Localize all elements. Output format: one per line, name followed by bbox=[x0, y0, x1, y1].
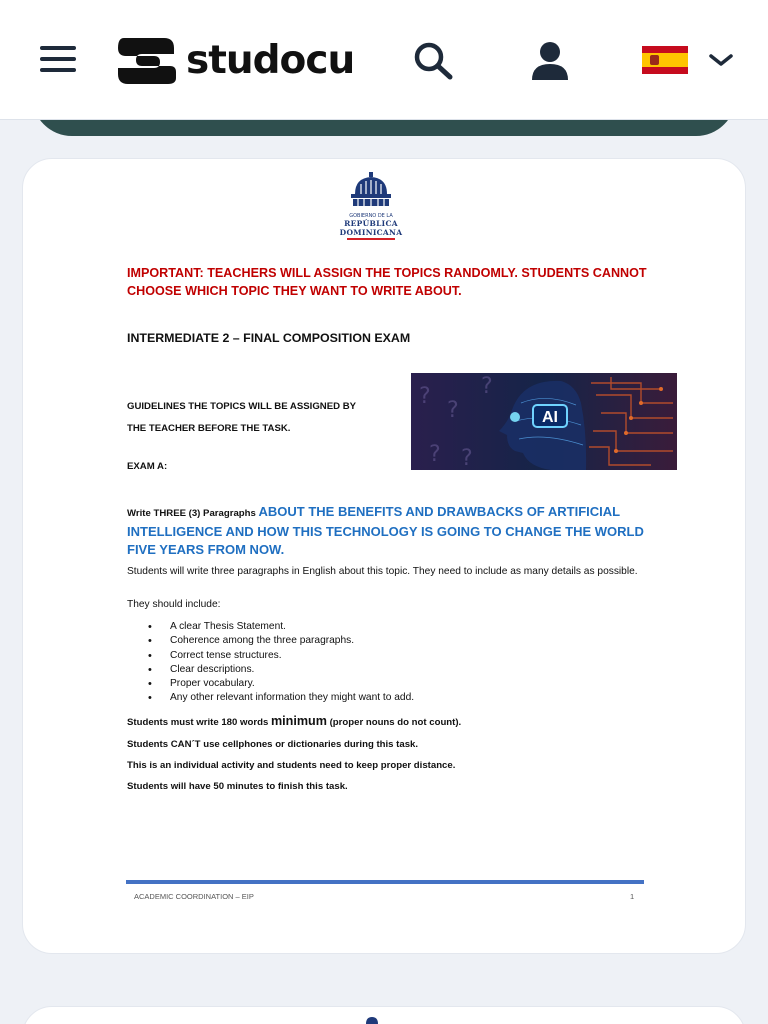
next-document-page bbox=[22, 1006, 746, 1024]
government-logo bbox=[318, 172, 424, 237]
rule-word-count bbox=[127, 714, 667, 728]
capitol-dome-icon bbox=[345, 172, 397, 208]
ai-illustration bbox=[411, 373, 677, 470]
guidelines-line2: THE TEACHER BEFORE THE TASK. bbox=[127, 423, 291, 434]
list-item: • Correct tense structures. bbox=[148, 649, 548, 663]
svg-text:?: ? bbox=[419, 384, 431, 409]
brand-name: studocu bbox=[186, 37, 355, 83]
list-item: • Clear descriptions. bbox=[148, 663, 548, 677]
exam-a-label: EXAM A: bbox=[127, 461, 168, 472]
important-notice: IMPORTANT: TEACHERS WILL ASSIGN THE TOPICS RANDOMLY. STUDENTS CANNOT CHOOSE WHICH TOPIC THEY WANT TO WRITE ABOUT. bbox=[127, 266, 647, 298]
ai-badge-text: AI bbox=[542, 409, 558, 426]
studocu-logo[interactable] bbox=[114, 34, 354, 86]
writing-prompt bbox=[127, 503, 647, 559]
account-button[interactable] bbox=[528, 40, 572, 82]
write-prefix: Write THREE (3) Paragraphs bbox=[127, 508, 259, 519]
next-page-logo-icon bbox=[364, 1016, 380, 1024]
gov-logo-underline bbox=[347, 238, 395, 240]
svg-text:?: ? bbox=[481, 374, 493, 399]
menu-icon[interactable] bbox=[40, 46, 76, 74]
rule-time-limit: Students will have 50 minutes to finish this task. bbox=[127, 781, 348, 792]
list-item: • Any other relevant information they might want to add. bbox=[148, 691, 548, 705]
exam-title: INTERMEDIATE 2 – FINAL COMPOSITION EXAM bbox=[127, 331, 411, 345]
rule1-minimum: minimum bbox=[270, 714, 327, 728]
rule1-part-c: (proper nouns do not count). bbox=[326, 717, 462, 728]
flag-spain-icon bbox=[642, 46, 688, 74]
search-icon bbox=[410, 40, 456, 80]
gov-logo-line1: GOBIERNO DE LA bbox=[349, 213, 393, 219]
list-item: • Proper vocabulary. bbox=[148, 677, 548, 691]
user-icon bbox=[528, 40, 572, 82]
rule-no-devices: Students CAN´T use cellphones or dictionaries during this task. bbox=[127, 739, 419, 750]
include-label: They should include: bbox=[127, 599, 221, 610]
svg-text:?: ? bbox=[429, 442, 441, 467]
search-button[interactable] bbox=[410, 40, 456, 80]
footer-page-number: 1 bbox=[630, 892, 635, 901]
gov-logo-line2: REPÚBLICA DOMINICANA bbox=[339, 219, 403, 237]
guidelines-text bbox=[127, 396, 407, 440]
top-header bbox=[0, 0, 768, 120]
footer-coordination: ACADEMIC COORDINATION – EIP bbox=[134, 892, 254, 901]
list-item: • A clear Thesis Statement. bbox=[148, 620, 548, 634]
intro-paragraph: Students will write three paragraphs in English about this topic. They need to include as many details as possible. bbox=[127, 566, 638, 577]
requirements-list bbox=[148, 620, 548, 706]
ai-head-image bbox=[411, 373, 677, 470]
write-topic: ABOUT THE BENEFITS AND DRAWBACKS OF ARTIFICIAL INTELLIGENCE AND HOW THIS TECHNOLOGY IS GOING TO CHANGE THE WORLD FIVE YEARS FROM NOW. bbox=[127, 504, 644, 557]
rule1-part-a: Students must write 180 words bbox=[127, 717, 271, 728]
rule-distance: This is an individual activity and students need to keep proper distance. bbox=[127, 760, 456, 771]
svg-text:?: ? bbox=[461, 446, 473, 470]
footer-rule bbox=[126, 880, 644, 884]
list-item: • Coherence among the three paragraphs. bbox=[148, 634, 548, 648]
language-selector[interactable] bbox=[642, 44, 738, 76]
guidelines-line1: GUIDELINES THE TOPICS WILL BE ASSIGNED BY bbox=[127, 401, 357, 412]
chevron-down-icon bbox=[708, 52, 734, 68]
svg-text:?: ? bbox=[447, 398, 459, 423]
studocu-mark-icon bbox=[114, 34, 180, 86]
